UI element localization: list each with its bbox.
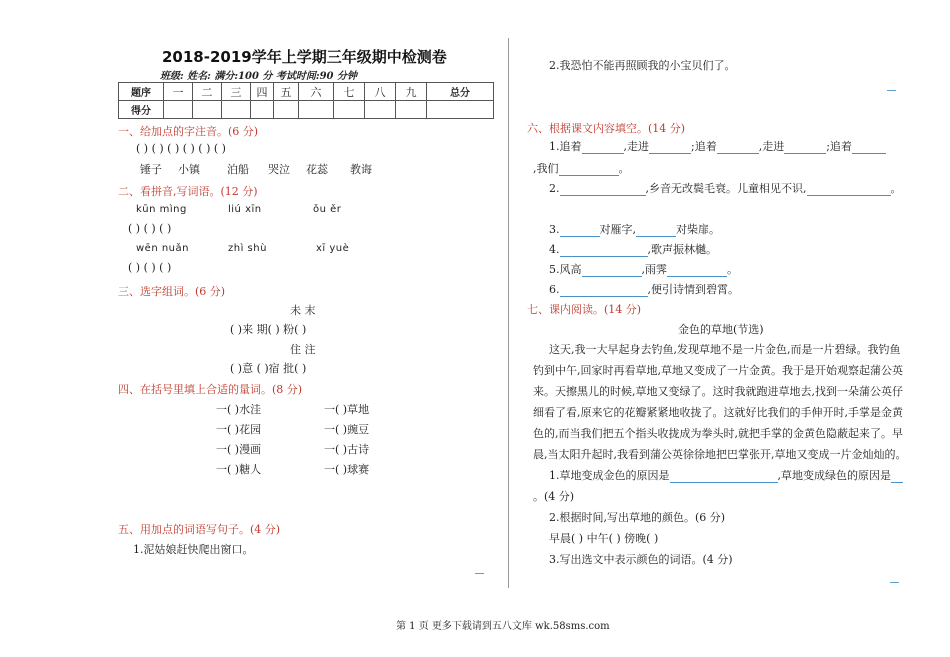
text: ,便引诗情到碧霄。 <box>647 283 739 296</box>
s6-line-1b <box>533 160 630 176</box>
pinyin: wēn nuǎn <box>136 243 189 254</box>
fill-blank[interactable] <box>559 164 619 176</box>
score-value-row <box>119 101 494 119</box>
pinyin: zhì shù <box>228 243 267 254</box>
fill-blank[interactable] <box>717 142 759 154</box>
pinyin: xī yuè <box>316 243 350 254</box>
page-footer: 第 1 页 更多下载请到五八文库 wk.58sms.com <box>396 621 610 632</box>
s3-row[interactable]: ( )来 期( ) 粉( ) <box>230 323 307 336</box>
measure-word-item[interactable]: 一( )古诗 <box>324 443 370 456</box>
score-header-cell: 五 <box>274 83 299 101</box>
section-2-heading: 二、看拼音,写词语。(12 分) <box>118 185 258 198</box>
passage-line: 细看了看,原来它的花瓣紧紧地收拢了。这就好比我们的手伸开时,手掌是金黄 <box>533 406 903 419</box>
passage-line: 这天,我一大早起身去钓鱼,发现草地不是一片金色,而是一片碧绿。我钓鱼 <box>549 343 901 356</box>
score-header-row <box>119 83 494 101</box>
text: ,雨霁 <box>641 263 667 276</box>
section-1-heading: 一、给加点的字注音。(6 分) <box>118 125 259 138</box>
text: ,草地变成绿色的原因是 <box>777 469 891 482</box>
s6-line-1 <box>549 138 886 154</box>
score-table <box>118 82 494 119</box>
pinyin: liú xīn <box>228 204 262 215</box>
score-cell[interactable] <box>164 101 193 119</box>
text: 4. <box>549 243 560 256</box>
text: 对雁字, <box>599 223 636 236</box>
score-header-cell: 三 <box>222 83 251 101</box>
section-4-heading: 四、在括号里填上合适的量词。(8 分) <box>118 383 303 396</box>
s6-line-5 <box>549 261 738 277</box>
passage-line: 来。天擦黑儿的时候,草地又变绿了。这时我就跑进草地去,找到一朵蒲公英仔 <box>533 385 903 398</box>
s2-answer-parens[interactable]: ( ) ( ) ( ) <box>128 261 172 274</box>
fill-blank[interactable] <box>582 265 642 277</box>
score-cell[interactable] <box>274 101 299 119</box>
score-header-cell: 九 <box>396 83 427 101</box>
answer-line-mark <box>475 573 484 574</box>
answer-line-mark <box>890 582 899 583</box>
fill-blank[interactable] <box>582 142 624 154</box>
fill-blank[interactable] <box>784 142 826 154</box>
score-header-cell: 题序 <box>119 83 164 101</box>
exam-info: 班级: 姓名: 满分:100 分 考试时间:90 分钟 <box>160 71 357 82</box>
text: 1.草地变成金色的原因是 <box>549 469 670 482</box>
score-header-cell: 八 <box>365 83 396 101</box>
section-3-heading: 三、选字组词。(6 分) <box>118 285 226 298</box>
s1-word: 锤子 <box>140 163 162 176</box>
measure-word-item[interactable]: 一( )豌豆 <box>324 423 370 436</box>
fill-blank[interactable] <box>560 225 600 237</box>
score-cell[interactable] <box>193 101 222 119</box>
score-cell[interactable] <box>334 101 365 119</box>
text: ,歌声振林樾。 <box>647 243 717 256</box>
text: 。 <box>618 162 630 175</box>
text: 5.风高 <box>549 263 582 276</box>
s1-answer-parens[interactable]: ( ) ( ) ( ) ( ) ( ) ( ) <box>136 142 226 155</box>
passage-line: 钓到中午,回家时再看草地,草地又变成了一片金黄。我于是开始观察起蒲公英 <box>533 364 903 377</box>
score-cell[interactable] <box>222 101 251 119</box>
s1-word: 哭泣 <box>268 163 290 176</box>
s1-word: 泊船 <box>227 163 249 176</box>
s1-word: 教诲 <box>350 163 372 176</box>
text: 2. <box>549 182 560 195</box>
score-header-cell: 总分 <box>427 83 494 101</box>
score-header-cell: 一 <box>164 83 193 101</box>
section-6-heading: 六、根据课文内容填空。(14 分) <box>527 122 686 135</box>
s5-question-1: 1.泥姑娘赶快爬出窗口。 <box>133 543 254 556</box>
s1-word: 小镇 <box>178 163 200 176</box>
score-cell[interactable] <box>365 101 396 119</box>
text: ;追着 <box>691 140 717 153</box>
char-pair: 住 注 <box>290 343 316 356</box>
fill-blank[interactable] <box>670 471 778 483</box>
page-title: 2018-2019学年上学期三年级期中检测卷 <box>162 48 447 66</box>
score-header-cell: 二 <box>193 83 222 101</box>
measure-word-item[interactable]: 一( )球赛 <box>324 463 370 476</box>
s6-line-2 <box>549 180 902 196</box>
fill-blank[interactable] <box>560 245 648 257</box>
text: 1.追着 <box>549 140 582 153</box>
text: ,我们 <box>533 162 559 175</box>
section-5-heading: 五、用加点的词语写句子。(4 分) <box>118 523 281 536</box>
s7-question-1 <box>549 467 903 483</box>
s6-line-3 <box>549 221 720 237</box>
passage-line: 晨,当太阳升起时,我看到蒲公英徐徐地把巴掌张开,草地又变成一片金灿灿的。 <box>533 448 907 461</box>
fill-blank[interactable] <box>560 184 646 196</box>
text: ,走进 <box>758 140 785 153</box>
score-header-cell: 七 <box>334 83 365 101</box>
s6-line-6 <box>549 281 739 297</box>
score-cell[interactable] <box>251 101 274 119</box>
column-divider <box>508 38 509 588</box>
passage-title: 金色的草地(节选) <box>678 323 764 336</box>
text: ,乡音无改鬓毛衰。儿童相见不识, <box>645 182 807 195</box>
score-cell[interactable] <box>396 101 427 119</box>
fill-blank[interactable] <box>891 471 903 483</box>
fill-blank[interactable] <box>807 184 891 196</box>
s7-question-3: 3.写出选文中表示颜色的词语。(4 分) <box>549 553 733 566</box>
char-pair: 未 末 <box>290 304 316 317</box>
s7-question-1-end: 。(4 分) <box>533 490 575 503</box>
fill-blank[interactable] <box>852 142 886 154</box>
fill-blank[interactable] <box>649 142 691 154</box>
pinyin: ǒu ěr <box>313 204 342 215</box>
text: 6. <box>549 283 560 296</box>
text: 。 <box>727 263 738 276</box>
fill-blank[interactable] <box>560 285 648 297</box>
fill-blank[interactable] <box>636 225 676 237</box>
measure-word-item[interactable]: 一( )水洼 <box>216 403 262 416</box>
fill-blank[interactable] <box>667 265 727 277</box>
measure-word-item[interactable]: 一( )草地 <box>324 403 370 416</box>
score-cell[interactable] <box>427 101 494 119</box>
s6-line-4 <box>549 241 717 257</box>
score-header-cell: 四 <box>251 83 274 101</box>
pinyin: kūn mìng <box>136 204 187 215</box>
text: ,走进 <box>623 140 649 153</box>
measure-word-item[interactable]: 一( )糖人 <box>216 463 262 476</box>
score-cell[interactable] <box>299 101 334 119</box>
text: 3. <box>549 223 560 236</box>
text: ;追着 <box>826 140 852 153</box>
text: 对柴扉。 <box>676 223 720 236</box>
section-7-heading: 七、课内阅读。(14 分) <box>527 303 642 316</box>
s2-answer-parens[interactable]: ( ) ( ) ( ) <box>128 222 172 235</box>
text: 。 <box>890 182 902 195</box>
s3-row[interactable]: ( )意 ( )宿 批( ) <box>230 362 307 375</box>
s7-question-2: 2.根据时间,写出草地的颜色。(6 分) <box>549 511 726 524</box>
score-row-label: 得分 <box>119 101 164 119</box>
s5-question-2: 2.我恐怕不能再照顾我的小宝贝们了。 <box>549 59 736 72</box>
s7-question-2-answers[interactable]: 早晨( ) 中午( ) 傍晚( ) <box>549 532 659 545</box>
score-header-cell: 六 <box>299 83 334 101</box>
passage-line: 色的,而当我们把五个指头收拢成为拳头时,就把手掌的金黄色隐蔽起来了。早 <box>533 427 903 440</box>
measure-word-item[interactable]: 一( )花园 <box>216 423 262 436</box>
answer-line-mark <box>887 90 896 91</box>
s1-word: 花蕊 <box>306 163 328 176</box>
measure-word-item[interactable]: 一( )漫画 <box>216 443 262 456</box>
